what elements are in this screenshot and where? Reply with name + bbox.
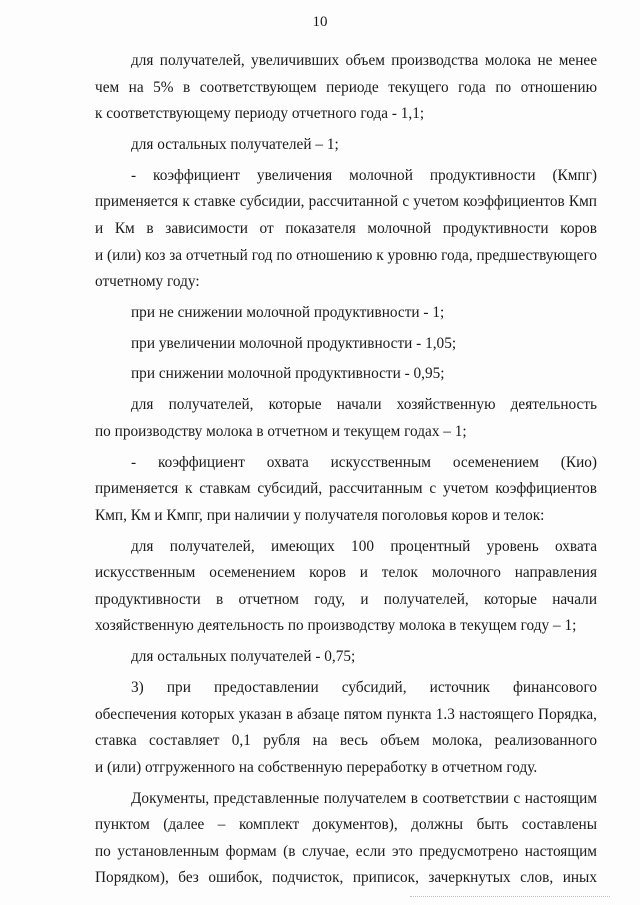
text-line: по производству молока в отчетном и текущем годах – 1; <box>95 422 467 440</box>
paragraph-item-3 <box>95 675 597 781</box>
text-line: Порядком), без ошибок, подчисток, приписок, зачеркнутых слов, иных <box>95 869 597 887</box>
text-line: отчетному году: <box>95 273 200 291</box>
text-line: при не снижении молочной продуктивности - 1; <box>131 303 445 321</box>
text-line: - коэффициент охвата искусственным осеменением (Кио) <box>131 453 597 471</box>
scan-artifact <box>410 896 610 898</box>
paragraph-full-coverage <box>95 534 597 640</box>
text-line: Кмп, Км и Кмпг, при наличии у получателя поголовья коров и телок: <box>95 506 545 524</box>
paragraph-kmpg-coefficient <box>95 163 597 296</box>
text-line: чем на 5% в соответствующем периоде текущего года по отношению <box>95 78 597 96</box>
page-number: 10 <box>312 14 328 30</box>
text-line: для получателей, увеличивших объем производства молока не менее <box>131 52 597 69</box>
paragraph-no-decrease <box>95 300 597 327</box>
text-line: к соответствующему периоду отчетного года - 1,1; <box>95 105 425 123</box>
text-line: для остальных получателей - 0,75; <box>131 648 356 666</box>
paragraph-kio-coefficient <box>95 450 597 530</box>
text-line: пунктом (далее – комплект документов), должны быть составлены <box>95 816 597 834</box>
text-line: применяется к ставкам субсидий, рассчитанным с учетом коэффициентов <box>95 480 597 498</box>
text-line: и (или) коз за отчетный год по отношению к уровню года, предшествующего <box>95 246 597 264</box>
text-line: хозяйственную деятельность по производству молока в текущем году – 1; <box>95 617 577 635</box>
text-line: при снижении молочной продуктивности - 0,95; <box>131 365 445 383</box>
text-line: - коэффициент увеличения молочной продуктивности (Кмпг) <box>131 166 597 184</box>
text-line: 3) при предоставлении субсидий, источник финансового <box>131 678 597 696</box>
paragraph-milk-increase <box>95 48 597 128</box>
text-line: для получателей, имеющих 100 процентный уровень охвата <box>131 537 597 555</box>
paragraph-decrease <box>95 361 597 388</box>
text-line: и (или) отгруженного на собственную переработку в отчетном году. <box>95 758 538 776</box>
text-line: для получателей, которые начали хозяйственную деятельность <box>131 396 597 414</box>
text-line: по установленным формам (в случае, если это предусмотрено настоящим <box>95 842 597 860</box>
text-line: обеспечения которых указан в абзаце пятом пункта 1.3 настоящего Порядка, <box>95 705 597 723</box>
text-line: и Км в зависимости от показателя молочной продуктивности коров <box>95 219 597 237</box>
text-line: для остальных получателей – 1; <box>131 135 339 153</box>
paragraph-increase <box>95 331 597 358</box>
paragraph-other-recipients-075 <box>95 644 597 671</box>
paragraph-other-recipients <box>95 132 597 159</box>
text-line: при увеличении молочной продуктивности - 1,05; <box>131 334 457 352</box>
document-body <box>95 48 597 896</box>
paragraph-documents <box>95 786 597 892</box>
text-line: ставка составляет 0,1 рубля на весь объем молока, реализованного <box>95 732 597 750</box>
text-line: применяется к ставке субсидии, рассчитанной с учетом коэффициентов Кмп <box>95 193 597 211</box>
paragraph-new-activity <box>95 392 597 445</box>
text-line: Документы, представленные получателем в соответствии с настоящим <box>131 789 597 807</box>
text-line: искусственным осеменением коров и телок молочного направления <box>95 564 597 582</box>
text-line: продуктивности в отчетном году, и получателей, которые начали <box>95 590 597 608</box>
